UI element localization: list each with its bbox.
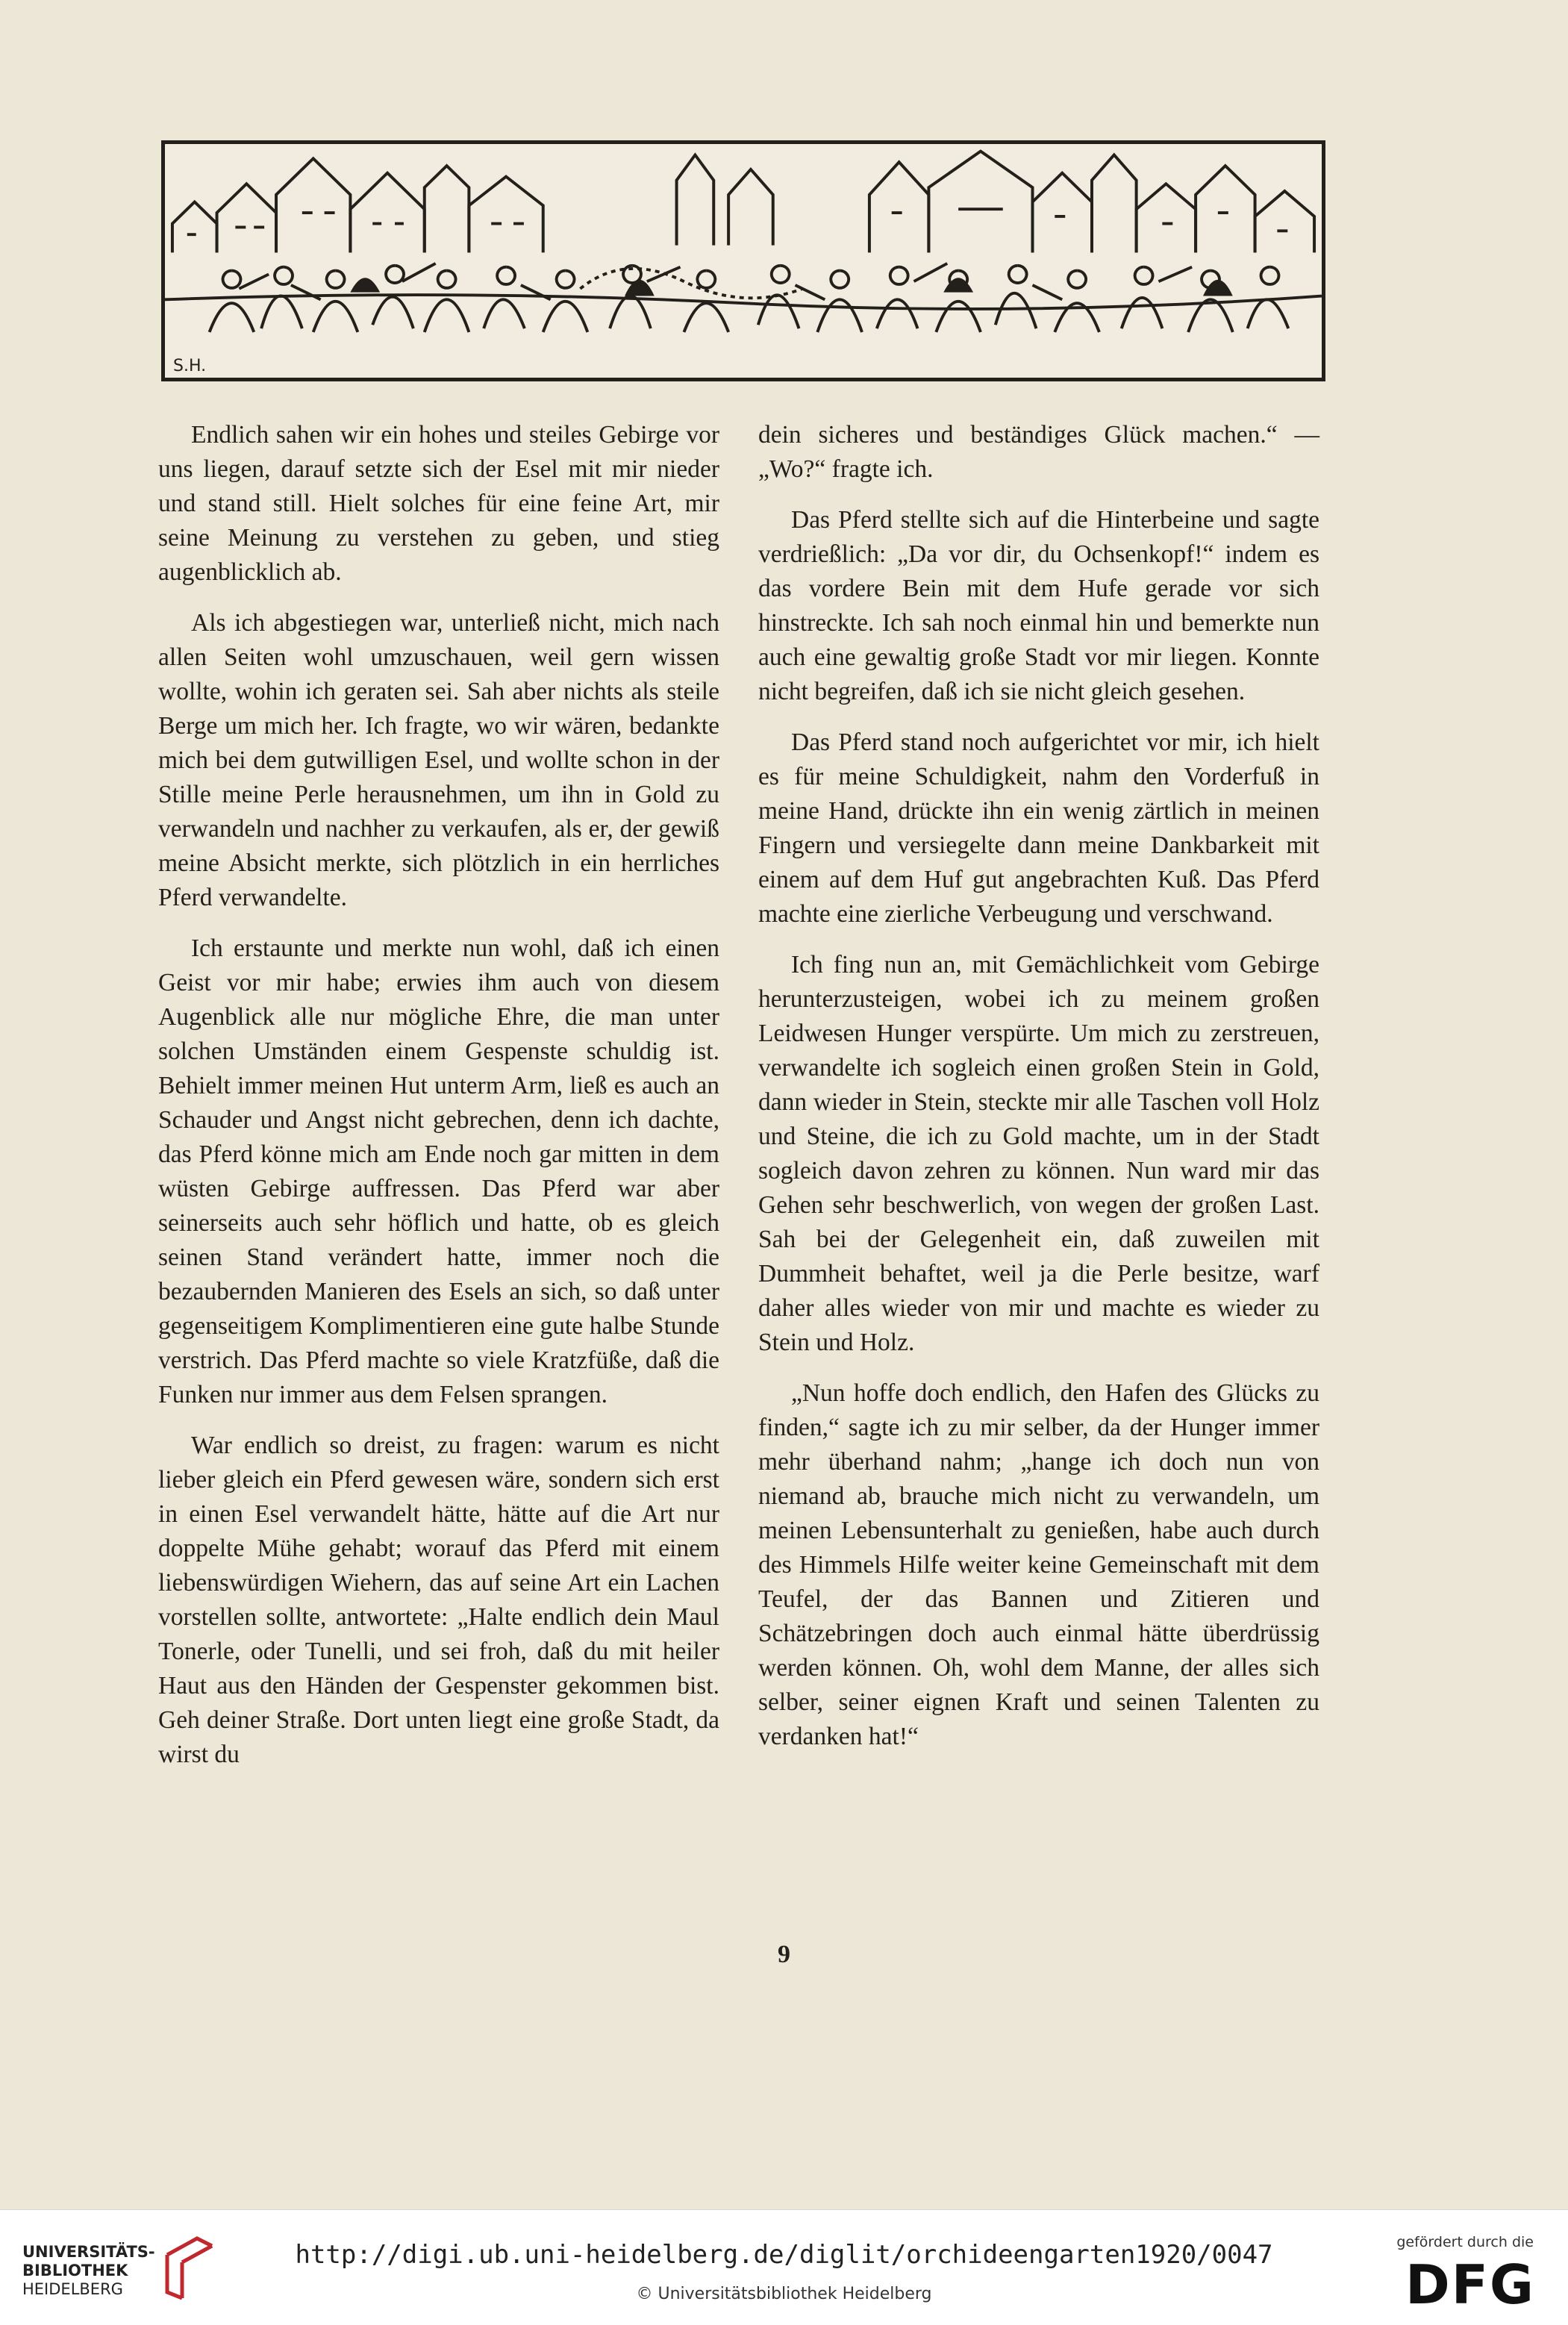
illustration-signature: S.H. [173,357,207,375]
paragraph: Das Pferd stand noch aufgerichtet vor mir, ich hielt es für meine Schuldigkeit, nahm den Vorderfuß in meine Hand, drückte ihn ein wenig zärtlich in meinen Fingern und versiegelte dann meine Dankbarkeit mit einem auf dem Huf gut angebrachten Kuß. Das Pferd machte eine zierliche Verbeugung und verschwand. [758,728,1319,928]
footer-bar [0,2209,1568,2325]
funder-label: gefördert durch die [1396,2234,1534,2250]
paragraph: War endlich so dreist, zu fragen: warum es nicht lieber gleich ein Pferd gewesen wäre, sondern sich erst in einen Esel verwandelt hätte, hätte auf die Art nur doppelte Mühe gehabt; worauf das Pferd mit einem liebenswürdigen Wiehern, das auf seine Art ein Lachen vorstellen sollte, antwortete: „Halte endlich dein Maul Tonerle, oder Tunelli, und sei froh, daß du mit heiler Haut aus den Händen der Gespenster gekommen bist. Geh deiner Straße. Dort unten liegt eine große Stadt, da wirst du [158,1432,719,1768]
permalink-url[interactable]: http://digi.ub.uni-heidelberg.de/diglit/orchideengarten1920/0047 [295,2240,1273,2270]
funder-logo[interactable]: DFG [1405,2253,1535,2316]
library-name-line-1: UNIVERSITÄTS- [22,2243,155,2261]
paragraph: Ich fing nun an, mit Gemächlichkeit vom Gebirge herunterzusteigen, wobei ich zu meinem großen Leidwesen Hunger verspürte. Um mich zu zerstreuen, verwandelte ich sogleich einen großen Stein in Gold, dann wieder in Stein, steckte mir alle Taschen voll Holz und Steine, die ich zu Gold machte, um in der Stadt sogleich davon zehren zu können. Nun ward mir das Gehen sehr beschwerlich, von wegen der großen Last. Sah bei der Gelegenheit ein, daß zuweilen mit Dummheit behaftet, weil ja die Perle besitze, warf daher alles wieder von mir und machte es wieder zu Stein und Holz. [758,951,1319,1356]
library-name-line-3: HEIDELBERG [22,2280,123,2298]
header-illustration [161,140,1325,381]
paragraph: Das Pferd stellte sich auf die Hinterbeine und sagte verdrießlich: „Da vor dir, du Ochsenkopf!“ indem es das vordere Bein mit dem Hufe gerade vor sich hinstreckte. Ich sah noch einmal hin und bemerkte nun auch eine gewaltig große Stadt vor mir liegen. Konnte nicht begreifen, daß ich sie nicht gleich gesehen. [758,506,1319,705]
right-text-column [758,418,1319,1770]
paragraph-continuation: dein sicheres und beständiges Glück machen.“ — „Wo?“ fragte ich. [758,421,1319,483]
paragraph: Ich erstaunte und merkte nun wohl, daß ich einen Geist vor mir habe; erwies ihm auch von diesem Augenblick alle nur mögliche Ehre, die man unter solchen Umständen einem Gespenste schuldig ist. Behielt immer meinen Hut unterm Arm, ließ es auch an Schauder und Angst nicht gebrechen, denn ich dachte, das Pferd könne mich am Ende noch gar mitten in dem wüsten Gebirge auffressen. Das Pferd war aber seinerseits auch sehr höflich und hatte, ob es gleich seinen Stand verändert hatte, immer noch die bezaubernden Manieren des Esels an sich, so daß unter gegenseitigem Komplimentieren eine gute halbe Stunde verstrich. Das Pferd machte so viele Kratzfüße, daß die Funken nur immer aus dem Felsen sprangen. [158,934,719,1408]
left-text-column [158,418,719,1788]
paragraph: Als ich abgestiegen war, unterließ nicht, mich nach allen Seiten wohl umzuschauen, weil gern wissen wollte, wohin ich geraten sei. Sah aber nichts als steile Berge um mich her. Ich fragte, wo wir wären, bedankte mich bei dem gutwilligen Esel, und wollte schon in der Stille meine Perle herausnehmen, um ihn in Gold zu verwandeln und nachher zu verkaufen, als er, der gewiß meine Absicht merkte, sich plötzlich in ein herrliches Pferd verwandelte. [158,609,719,911]
library-name-line-2: BIBLIOTHEK [22,2262,128,2279]
page-number: 9 [778,1941,790,1968]
paragraph: Endlich sahen wir ein hohes und steiles Gebirge vor uns liegen, darauf setzte sich der Esel mit mir nieder und stand still. Hielt solches für eine feine Art, mir seine Meinung zu verstehen zu geben, und stieg augenblicklich ab. [158,421,719,586]
copyright-notice: © Universitätsbibliothek Heidelberg [636,2285,932,2303]
paragraph: „Nun hoffe doch endlich, den Hafen des Glücks zu finden,“ sagte ich zu mir selber, da der Hunger immer mehr überhand nahm; „hange ich doch nun von niemand ab, brauche mich nicht zu verwandeln, um meinen Lebensunterhalt zu genießen, habe auch durch des Himmels Hilfe weiter keine Gemeinschaft mit dem Teufel, der das Bannen und Zitieren und Schätzebringen doch auch einmal hätte überdrüssig werden können. Oh, wohl dem Manne, der alles sich selber, seiner eignen Kraft und seinen Talenten zu verdanken hat!“ [758,1379,1319,1750]
town-dance-illustration [165,144,1322,378]
